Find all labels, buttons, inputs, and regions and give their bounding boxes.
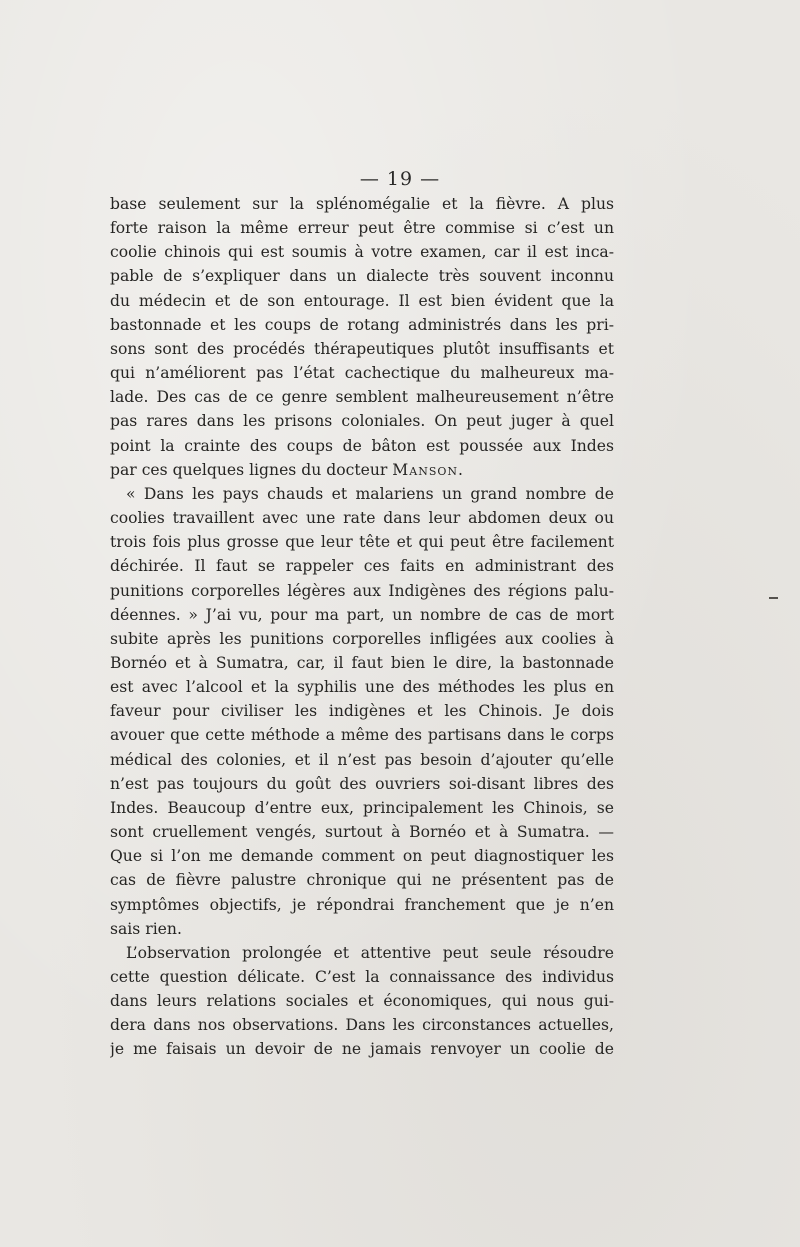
text-line: déchirée. Il faut se rappeler ces faits en administrant des xyxy=(110,557,614,576)
text-line: qui n’améliorent pas l’état cachectique du malheureux ma- xyxy=(110,364,614,383)
text-line: sons sont des procédés thérapeutiques plutôt insuffisants et xyxy=(110,339,614,358)
text-line: forte raison la même erreur peut être commise si c’est un xyxy=(110,219,614,238)
page-number: — 19 — xyxy=(359,168,441,190)
text-line: dera dans nos observations. Dans les circonstances actuelles, xyxy=(110,1016,614,1035)
margin-mark xyxy=(769,597,778,599)
text-line: Que si l’on me demande comment on peut diagnostiquer les xyxy=(110,847,614,866)
text-line: n’est pas toujours du goût des ouvriers soi-disant libres des xyxy=(110,774,614,793)
text-line: subite après les punitions corporelles infligées aux coolies à xyxy=(110,629,614,648)
text-line: pas rares dans les prisons coloniales. On peut juger à quel xyxy=(110,412,614,431)
text-line: est avec l’alcool et la syphilis une des méthodes les plus en xyxy=(110,678,614,697)
text-line: trois fois plus grosse que leur tête et qui peut être facilement xyxy=(110,533,614,552)
text-line: je me faisais un devoir de ne jamais renvoyer un coolie de xyxy=(110,1040,614,1059)
text-line: sont cruellement vengés, surtout à Bornéo et à Sumatra. — xyxy=(110,823,614,842)
text-line: point la crainte des coups de bâton est poussée aux Indes xyxy=(110,436,614,455)
text-line: coolie chinois qui est soumis à votre examen, car il est inca- xyxy=(110,243,614,262)
text-line: base seulement sur la splénomégalie et la fièvre. A plus xyxy=(110,195,614,213)
text-line: L’observation prolongée et attentive peut seule résoudre xyxy=(126,943,614,962)
body-text xyxy=(110,192,614,1062)
text-line: sais rien. xyxy=(110,919,182,938)
text-fragment: par ces quelques lignes du docteur xyxy=(110,460,393,479)
text-line: avouer que cette méthode a même des partisans dans le corps xyxy=(110,726,614,745)
text-line: bastonnade et les coups de rotang administrés dans les pri- xyxy=(110,315,614,334)
text-line: pable de s’expliquer dans un dialecte très souvent inconnu xyxy=(110,267,614,286)
text-line: coolies travaillent avec une rate dans leur abdomen deux ou xyxy=(110,509,614,528)
text-fragment: . xyxy=(458,460,463,479)
text-line: médical des colonies, et il n’est pas besoin d’ajouter qu’elle xyxy=(110,750,614,769)
text-line: lade. Des cas de ce genre semblent malheureusement n’être xyxy=(110,388,614,407)
text-line: punitions corporelles légères aux Indigènes des régions palu- xyxy=(110,581,614,600)
text-line: dans leurs relations sociales et économiques, qui nous gui- xyxy=(110,992,614,1011)
text-line xyxy=(110,458,614,482)
text-line: « Dans les pays chauds et malariens un grand nombre de xyxy=(126,484,614,503)
text-line: symptômes objectifs, je répondrai franchement que je n’en xyxy=(110,895,614,914)
author-name: Manson xyxy=(392,460,459,479)
text-line: Indes. Beaucoup d’entre eux, principalement les Chinois, se xyxy=(110,798,614,817)
text-line: Bornéo et à Sumatra, car, il faut bien le dire, la bastonnade xyxy=(110,653,614,672)
text-line: faveur pour civiliser les indigènes et les Chinois. Je dois xyxy=(110,702,614,721)
text-line: du médecin et de son entourage. Il est bien évident que la xyxy=(110,291,614,310)
text-line: déennes. » J’ai vu, pour ma part, un nombre de cas de mort xyxy=(110,605,614,624)
text-line: cas de fièvre palustre chronique qui ne présentent pas de xyxy=(110,871,614,890)
text-line: cette question délicate. C’est la connaissance des individus xyxy=(110,968,614,986)
